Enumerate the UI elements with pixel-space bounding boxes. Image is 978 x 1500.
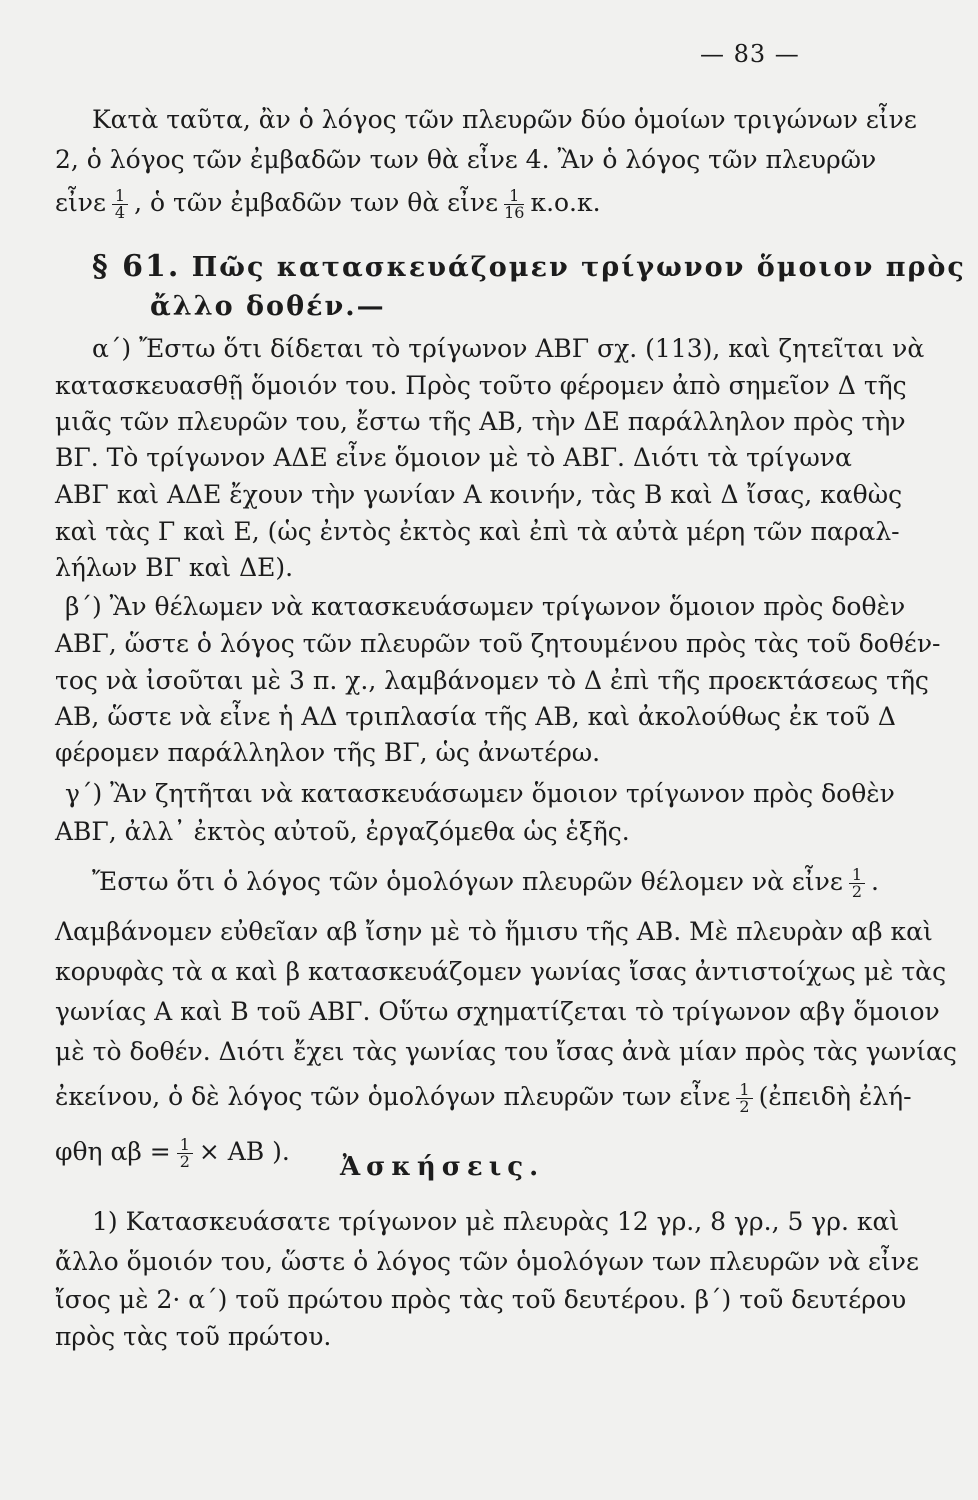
fraction-one-half xyxy=(736,1082,752,1115)
para-a-line: α΄) Ἔστω ὅτι δίδεται τὸ τρίγωνον ΑΒΓ σχ. (113), καὶ ζητεῖται νὰ xyxy=(92,334,925,363)
section-number: § 61. xyxy=(92,249,181,284)
fraction-one-half xyxy=(177,1137,193,1170)
para-d-line-7-end: × ΑΒ ). xyxy=(198,1137,290,1166)
fraction-one-sixteenth xyxy=(504,188,524,221)
para-b-line: β΄) Ἂν θέλωμεν νὰ κατασκευάσωμεν τρίγωνον ὅμοιον πρὸς δοθὲν xyxy=(65,592,906,621)
intro-line-1: Κατὰ ταῦτα, ἂν ὁ λόγος τῶν πλευρῶν δύο ὁμοίων τριγώνων εἶνε xyxy=(92,105,917,134)
para-a-line: καὶ τὰς Γ καὶ Ε, (ὡς ἐντὸς ἐκτὸς καὶ ἐπὶ τὰ αὐτὰ μέρη τῶν παραλ- xyxy=(55,517,900,546)
para-d-line-7-start: φθη αβ = xyxy=(55,1137,171,1166)
para-a-line: κατασκευασθῇ ὅμοιόν του. Πρὸς τοῦτο φέρομεν ἀπὸ σημεῖον Δ τῆς xyxy=(55,371,907,400)
fraction-numerator: 1 xyxy=(112,188,128,205)
para-a-line: λήλων ΒΓ καὶ ΔΕ). xyxy=(55,553,294,582)
para-a-line: μιᾶς τῶν πλευρῶν του, ἔστω τῆς ΑΒ, τὴν ΔΕ παράλληλον πρὸς τὴν xyxy=(55,407,906,436)
para-c-line: γ΄) Ἂν ζητῆται νὰ κατασκευάσωμεν ὅμοιον τρίγωνον πρὸς δοθὲν xyxy=(65,779,895,808)
fraction-numerator: 1 xyxy=(736,1082,752,1099)
exercise-line: πρὸς τὰς τοῦ πρώτου. xyxy=(55,1322,332,1351)
fraction-one-half xyxy=(849,867,865,900)
intro-line-3-start: εἶνε xyxy=(55,188,106,217)
para-d-line: μὲ τὸ δοθέν. Διότι ἔχει τὰς γωνίας του ἴσας ἀνὰ μίαν πρὸς τὰς γωνίας xyxy=(55,1037,957,1066)
para-a-line: ΒΓ. Τὸ τρίγωνον ΑΔΕ εἶνε ὅμοιον μὲ τὸ ΑΒΓ. Διότι τὰ τρίγωνα xyxy=(55,443,852,472)
fraction-denominator: 4 xyxy=(114,203,126,222)
page-number: — 83 — xyxy=(700,40,800,68)
fraction-numerator: 1 xyxy=(177,1137,193,1154)
para-a-line: ΑΒΓ καὶ ΑΔΕ ἔχουν τὴν γωνίαν Α κοινήν, τὰς Β καὶ Δ ἴσας, καθὼς xyxy=(55,480,903,509)
fraction-numerator: 1 xyxy=(849,867,865,884)
section-heading-line-1 xyxy=(92,249,966,285)
para-d-line: Λαμβάνομεν εὐθεῖαν αβ ἴσην μὲ τὸ ἥμισυ τῆς ΑΒ. Μὲ πλευρὰν αβ καὶ xyxy=(55,917,933,946)
para-d-line: γωνίας Α καὶ Β τοῦ ΑΒΓ. Οὕτω σχηματίζεται τὸ τρίγωνον αβγ ὅμοιον xyxy=(55,997,940,1026)
intro-line-3-end: κ.ο.κ. xyxy=(530,188,601,217)
para-d-line: κορυφὰς τὰ α καὶ β κατασκευάζομεν γωνίας ἴσας ἀντιστοίχως μὲ τὰς xyxy=(55,957,947,986)
intro-line-2: 2, ὁ λόγος τῶν ἐμβαδῶν των θὰ εἶνε 4. Ἂν ὁ λόγος τῶν πλευρῶν xyxy=(55,145,877,174)
intro-line-3-middle: , ὁ τῶν ἐμβαδῶν των θὰ εἶνε xyxy=(134,188,499,217)
fraction-denominator: 2 xyxy=(851,882,862,901)
para-d-line-6 xyxy=(55,1080,912,1116)
section-title-1: Πῶς κατασκευάζομεν τρίγωνον ὅμοιον πρὸς xyxy=(191,252,966,283)
exercise-line: 1) Κατασκευάσατε τρίγωνον μὲ πλευρὰς 12 γρ., 8 γρ., 5 γρ. καὶ xyxy=(92,1207,900,1236)
fraction-denominator: 2 xyxy=(739,1097,750,1116)
fraction-denominator: 2 xyxy=(179,1152,190,1171)
fraction-numerator: 1 xyxy=(504,188,524,205)
para-d-line-6-end: (ἐπειδὴ ἐλή- xyxy=(758,1082,912,1111)
intro-line-3 xyxy=(55,186,845,221)
para-d-line-6-text: ἐκείνου, ὁ δὲ λόγος τῶν ὁμολόγων πλευρῶν των εἶνε xyxy=(55,1082,731,1111)
section-title-2: ἄλλο δοθέν.— xyxy=(150,291,386,322)
para-b-line: ΑΒΓ, ὥστε ὁ λόγος τῶν πλευρῶν τοῦ ζητουμένου πρὸς τὰς τοῦ δοθέν- xyxy=(55,629,941,658)
fraction-one-quarter xyxy=(112,188,128,221)
para-c-line: ΑΒΓ, ἀλλ᾽ ἐκτὸς αὐτοῦ, ἐργαζόμεθα ὡς ἑξῆς. xyxy=(55,817,630,846)
exercise-line: ἴσος μὲ 2· α΄) τοῦ πρώτου πρὸς τὰς τοῦ δευτέρου. β΄) τοῦ δευτέρου xyxy=(55,1285,907,1314)
para-b-line: ΑΒ, ὥστε νὰ εἶνε ἡ ΑΔ τριπλασία τῆς ΑΒ, καὶ ἀκολούθως ἐκ τοῦ Δ xyxy=(55,702,896,731)
exercises-title: Ἀσκήσεις. xyxy=(340,1152,545,1182)
para-d-line-1-end: . xyxy=(871,867,879,896)
fraction-denominator: 16 xyxy=(504,203,525,222)
para-d-line-1-text: Ἔστω ὅτι ὁ λόγος τῶν ὁμολόγων πλευρῶν θέλομεν νὰ εἶνε xyxy=(92,867,843,896)
para-b-line: τος νὰ ἰσοῦται μὲ 3 π. χ., λαμβάνομεν τὸ Δ ἐπὶ τῆς προεκτάσεως τῆς xyxy=(55,666,929,695)
para-b-line: φέρομεν παράλληλον τῆς ΒΓ, ὡς ἀνωτέρω. xyxy=(55,738,601,767)
exercise-line: ἄλλο ὅμοιόν του, ὥστε ὁ λόγος τῶν ὁμολόγων των πλευρῶν νὰ εἶνε xyxy=(55,1247,919,1276)
para-d-line-1 xyxy=(92,865,879,901)
